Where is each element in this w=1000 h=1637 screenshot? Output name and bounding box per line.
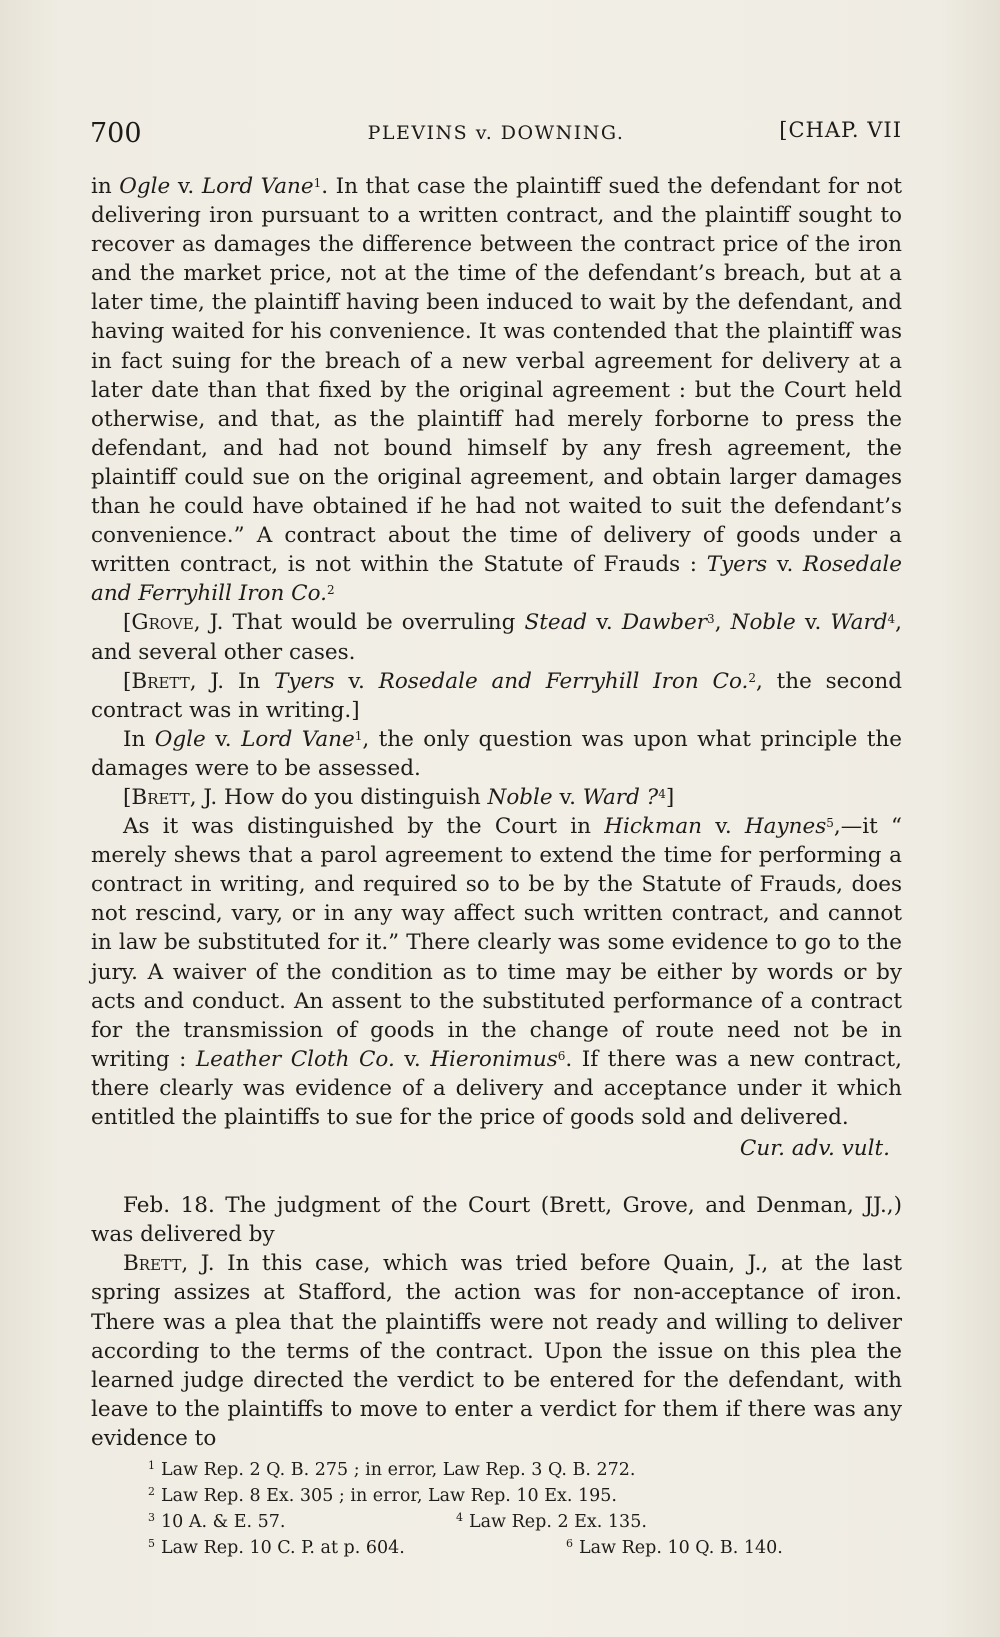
footnote-number: 1 [148,1459,155,1472]
case-name: Tyers [274,668,335,694]
running-title: PLEVINS v. DOWNING. [367,122,625,144]
paragraph-1 [91,172,902,608]
main-text [91,172,902,1453]
text-run: v. [701,814,745,840]
footnote-number: 5 [148,1537,155,1550]
running-header [90,118,902,158]
footnote-ref: 1 [313,176,322,190]
text-run: In [123,726,155,752]
footnote-ref: 4 [887,612,896,627]
text-run: ] [665,784,675,810]
case-name: Rosedale and Ferryhill Iron Co. [91,552,902,607]
case-name: Haynes [744,814,827,840]
text-run: v. [587,610,622,636]
footnote-number: 2 [148,1485,155,1498]
paragraph-4 [91,725,902,783]
text-run: . In that case the plaintiff sued the defendant for not delivering iron pursuant to a written contract, and the plaintiff sought to recover as damages the difference between the contract price of the iron and the market price, not at the time of the defendant’s breach, but at a later time, the plaintiff having been induced to wait by the defendant, and having waited for his convenience. It was contended that the plaintiff was in fact suing for the breach of a new verbal agreement for delivery at a later date than that fixed by the original agreement : but the Court held otherwise, and that, as the plaintiff had merely forborne to press the defendant, and had not bound himself by any fresh agreement, the plaintiff could sue on the original agreement, and obtain larger damages than he could have obtained if he had not waited to suit the defendant’s convenience.” A contract about the time of delivery of goods under a written contract, is not within the Statute of Frauds : [91,174,902,578]
case-name: Lord Vane [241,726,355,752]
case-name: Noble [730,610,796,636]
text-run: ,—it “ merely shews that a parol agreement to extend the time for performing a contract in writing, and required so to be by the Statute of Frauds, does not rescind, vary, or in any way affect such written contract, and cannot in law be substituted for it.” There clearly was some evidence to go to the jury. A waiver of the condition as to time may be either by words or by acts and conduct. An assent to the substituted performance of a contract for the transmission of goods in the change of route need not be in writing : [91,814,902,1072]
text-run: , the second contract was in writing.] [91,668,902,723]
judge-name: Grove [131,610,194,636]
footnote-text: Law Rep. 2 Q. B. 275 ; in error, Law Rep. 3 Q. B. 272. [161,1460,636,1480]
judge-name: Brett [131,784,190,810]
judge-name: Brett [131,668,190,694]
footnote-ref: 3 [707,612,715,627]
page-number: 700 [90,118,142,149]
footnote-row [148,1505,908,1531]
text-run: , the only question was upon what principle the damages were to be assessed. [91,726,902,781]
footnotes [148,1453,908,1557]
chapter-label: [CHAP. VII [779,118,902,142]
footnote-row [148,1479,908,1505]
paragraph-5 [91,783,902,812]
paragraph-3 [91,667,902,725]
footnote-text: Law Rep. 10 C. P. at p. 604. [161,1538,405,1558]
footnote-text: Law Rep. 2 Ex. 135. [469,1512,647,1532]
case-name: Noble [487,784,553,810]
case-name: Lord Vane [201,174,314,199]
case-name: Ward [830,610,888,636]
text-run: v. [205,726,242,752]
cur-adv-vult: Cur. adv. vult. [739,1136,890,1162]
text-run: [ [123,610,132,636]
text-run: in [91,174,120,199]
footnote-number: 3 [148,1511,155,1524]
paragraph-8 [91,1249,902,1453]
paragraph-2 [91,608,902,666]
text-run: . If there was a new contract, there clearly was evidence of a delivery and acceptance under it which entitled the plaintiffs to sue for the price of goods sold and delivered. [91,1046,902,1130]
text-run: v. [394,1046,431,1072]
footnote-row [148,1531,908,1557]
footnote-row [148,1453,908,1479]
text-run: v. [170,174,202,199]
text-run: , J. In [189,668,275,694]
case-name: Ward ? [582,784,659,810]
footnote-ref: 1 [354,728,363,743]
footnote-6 [566,1531,783,1561]
text-run: v. [767,552,803,578]
text-run: v. [552,784,583,810]
case-name: Ogle [154,726,206,752]
paragraph-6 [91,812,902,1132]
footnote-number: 6 [566,1537,573,1550]
footnote-ref: 5 [826,816,834,831]
footnote-text: Law Rep. 8 Ex. 305 ; in error, Law Rep. 10 Ex. 195. [161,1486,617,1506]
case-name: Ogle [119,174,171,199]
text-run: v. [334,668,379,694]
text-run: [ [123,784,132,810]
case-name: Leather Cloth Co. [195,1046,395,1072]
case-name: Dawber [621,610,708,636]
text-run: [ [123,668,132,694]
footnote-ref: 2 [748,670,756,685]
section-gap [91,1163,902,1191]
footnote-ref: 2 [327,583,335,598]
footnote-text: 10 A. & E. 57. [161,1512,286,1532]
case-name: Stead [524,610,588,636]
footnote-ref: 4 [658,786,666,801]
case-name: Tyers [706,552,768,578]
footnote-5 [148,1531,405,1561]
footnote-ref: 6 [557,1048,566,1063]
paragraph-7: Feb. 18. The judgment of the Court (Brett, Grove, and Denman, JJ.,) was delivered by [91,1193,902,1248]
judge-name: Brett [123,1251,182,1277]
text-run: , J. How do you distinguish [189,784,488,810]
text-run: , J. That would be overruling [193,610,525,636]
text-run: , and several other cases. [91,610,902,665]
case-name: Hieronimus [430,1046,558,1072]
case-name: Hickman [604,814,702,840]
text-run: , J. In this case, which was tried before Quain, J., at the last spring assizes at Stafford, the action was for non-acceptance of iron. There was a plea that the plaintiffs were not ready and willing to deliver according to the terms of the contract. Upon the issue on this plea the learned judge directed the verdict to be entered for the defendant, with leave to the plaintiffs to move to enter a verdict for them if there was any evidence to [91,1251,902,1451]
text-run: As it was distinguished by the Court in [123,814,605,840]
footnote-number: 4 [456,1511,463,1524]
footnote-text: Law Rep. 10 Q. B. 140. [579,1538,783,1558]
case-name: Rosedale and Ferryhill Iron Co. [378,668,749,694]
text-run: , [714,610,731,636]
text-run: v. [795,610,831,636]
